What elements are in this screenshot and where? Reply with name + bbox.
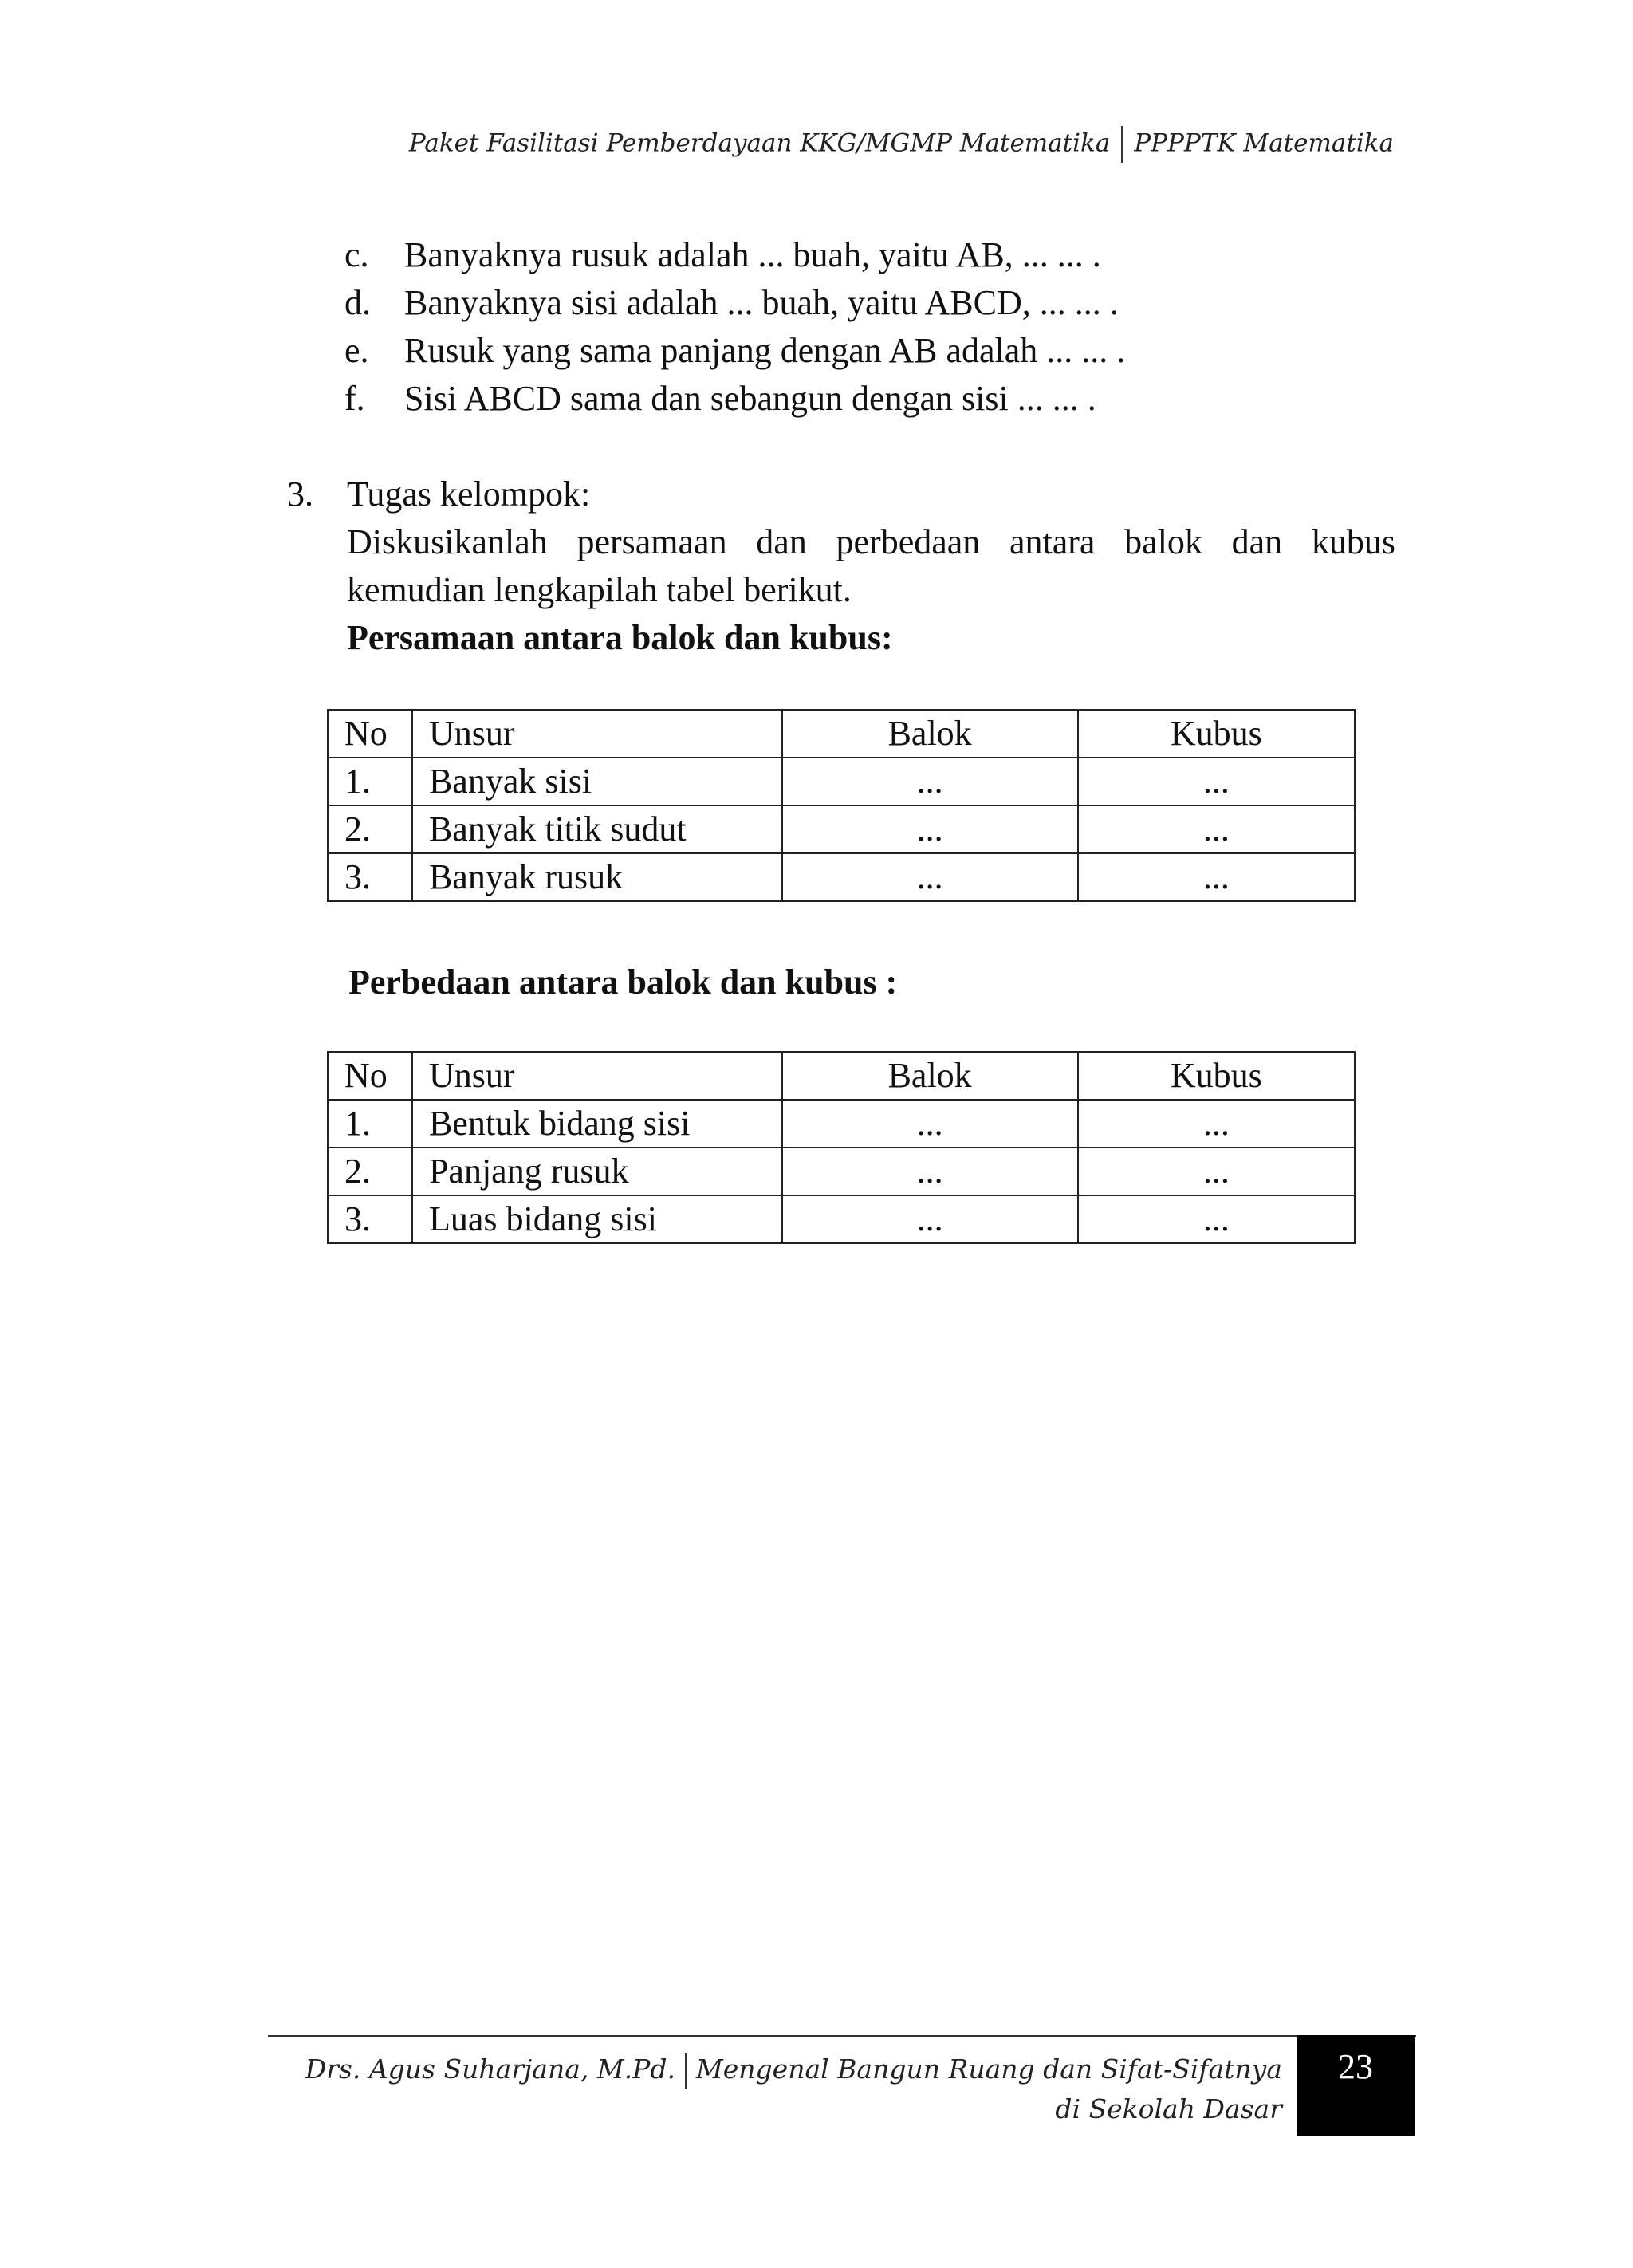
page-number: 23 — [1297, 2035, 1415, 2136]
table-cell: 2. — [328, 1148, 412, 1195]
table-cell: Banyak rusuk — [412, 853, 782, 901]
header-cell-kubus: Kubus — [1078, 710, 1355, 758]
table-header-row — [328, 1052, 1355, 1100]
task-title: Tugas kelompok: — [347, 474, 591, 514]
list-item-text: Banyaknya rusuk adalah ... buah, yaitu AB, ... ... . — [404, 235, 1101, 274]
list-item-label: d. — [344, 283, 371, 322]
table-row — [328, 853, 1355, 901]
list-item-label: c. — [344, 235, 369, 274]
task-section — [287, 471, 1395, 662]
table-cell: Luas bidang sisi — [412, 1195, 782, 1243]
table-row — [328, 758, 1355, 805]
table-header-row — [328, 710, 1355, 758]
table-cell: Banyak titik sudut — [412, 805, 782, 853]
header-cell-unsur: Unsur — [412, 1052, 782, 1100]
differences-table — [327, 1051, 1356, 1244]
header-cell-unsur: Unsur — [412, 710, 782, 758]
table-cell: ... — [1078, 1148, 1355, 1195]
table-row — [328, 805, 1355, 853]
header-cell-no: No — [328, 1052, 412, 1100]
table-cell: 1. — [328, 758, 412, 805]
list-item-text: Rusuk yang sama panjang dengan AB adalah ... ... . — [404, 331, 1126, 370]
list-item-label: f. — [344, 379, 365, 418]
table-cell: Panjang rusuk — [412, 1148, 782, 1195]
table-cell: ... — [1078, 805, 1355, 853]
similarities-heading: Persamaan antara balok dan kubus: — [347, 618, 893, 657]
header-cell-balok: Balok — [782, 710, 1078, 758]
list-item-label: e. — [344, 331, 369, 370]
header-left-text: Paket Fasilitasi Pemberdayaan KKG/MGMP Matematika — [408, 128, 1111, 158]
table-cell: ... — [782, 1195, 1078, 1243]
table-cell: Banyak sisi — [412, 758, 782, 805]
table-cell: ... — [782, 1100, 1078, 1148]
header-separator — [1121, 126, 1123, 163]
table-row — [328, 1100, 1355, 1148]
header-cell-no: No — [328, 710, 412, 758]
table-cell: ... — [782, 805, 1078, 853]
table-cell: ... — [1078, 1195, 1355, 1243]
table-cell: ... — [1078, 853, 1355, 901]
list-item-text: Banyaknya sisi adalah ... buah, yaitu ABCD, ... ... . — [404, 283, 1119, 322]
table-cell: ... — [782, 853, 1078, 901]
table-cell: 3. — [328, 853, 412, 901]
footer-separator — [685, 2053, 687, 2089]
table-cell: ... — [1078, 758, 1355, 805]
footer-author: Drs. Agus Suharjana, M.Pd. — [305, 2053, 675, 2085]
table-cell: ... — [782, 758, 1078, 805]
list-item-text: Sisi ABCD sama dan sebangun dengan sisi ... ... . — [404, 379, 1096, 418]
table-cell: 3. — [328, 1195, 412, 1243]
sub-question-list — [344, 231, 1125, 423]
similarities-table — [327, 709, 1356, 902]
table-cell: ... — [1078, 1100, 1355, 1148]
table-cell: 1. — [328, 1100, 412, 1148]
table-row — [328, 1148, 1355, 1195]
differences-heading: Perbedaan antara balok dan kubus : — [348, 963, 898, 1002]
list-item — [344, 231, 1125, 279]
header-cell-kubus: Kubus — [1078, 1052, 1355, 1100]
task-instructions: Diskusikanlah persamaan dan perbedaan antara balok dan kubus kemudian lengkapilah tabel berikut. — [347, 522, 1395, 609]
table-cell: Bentuk bidang sisi — [412, 1100, 782, 1148]
running-header — [409, 126, 1394, 163]
list-item — [344, 279, 1125, 327]
task-number: 3. — [287, 474, 313, 514]
header-cell-balok: Balok — [782, 1052, 1078, 1100]
table-cell: 2. — [328, 805, 412, 853]
table-row — [328, 1195, 1355, 1243]
running-footer — [305, 2049, 1282, 2129]
list-item — [344, 327, 1125, 375]
footer-rule — [268, 2035, 1416, 2037]
footer-title-line2: di Sekolah Dasar — [1055, 2093, 1282, 2124]
list-item — [344, 375, 1125, 423]
header-right-text: PPPPTK Matematika — [1134, 128, 1394, 158]
table-cell: ... — [782, 1148, 1078, 1195]
footer-title-line1: Mengenal Bangun Ruang dan Sifat-Sifatnya — [695, 2053, 1282, 2085]
